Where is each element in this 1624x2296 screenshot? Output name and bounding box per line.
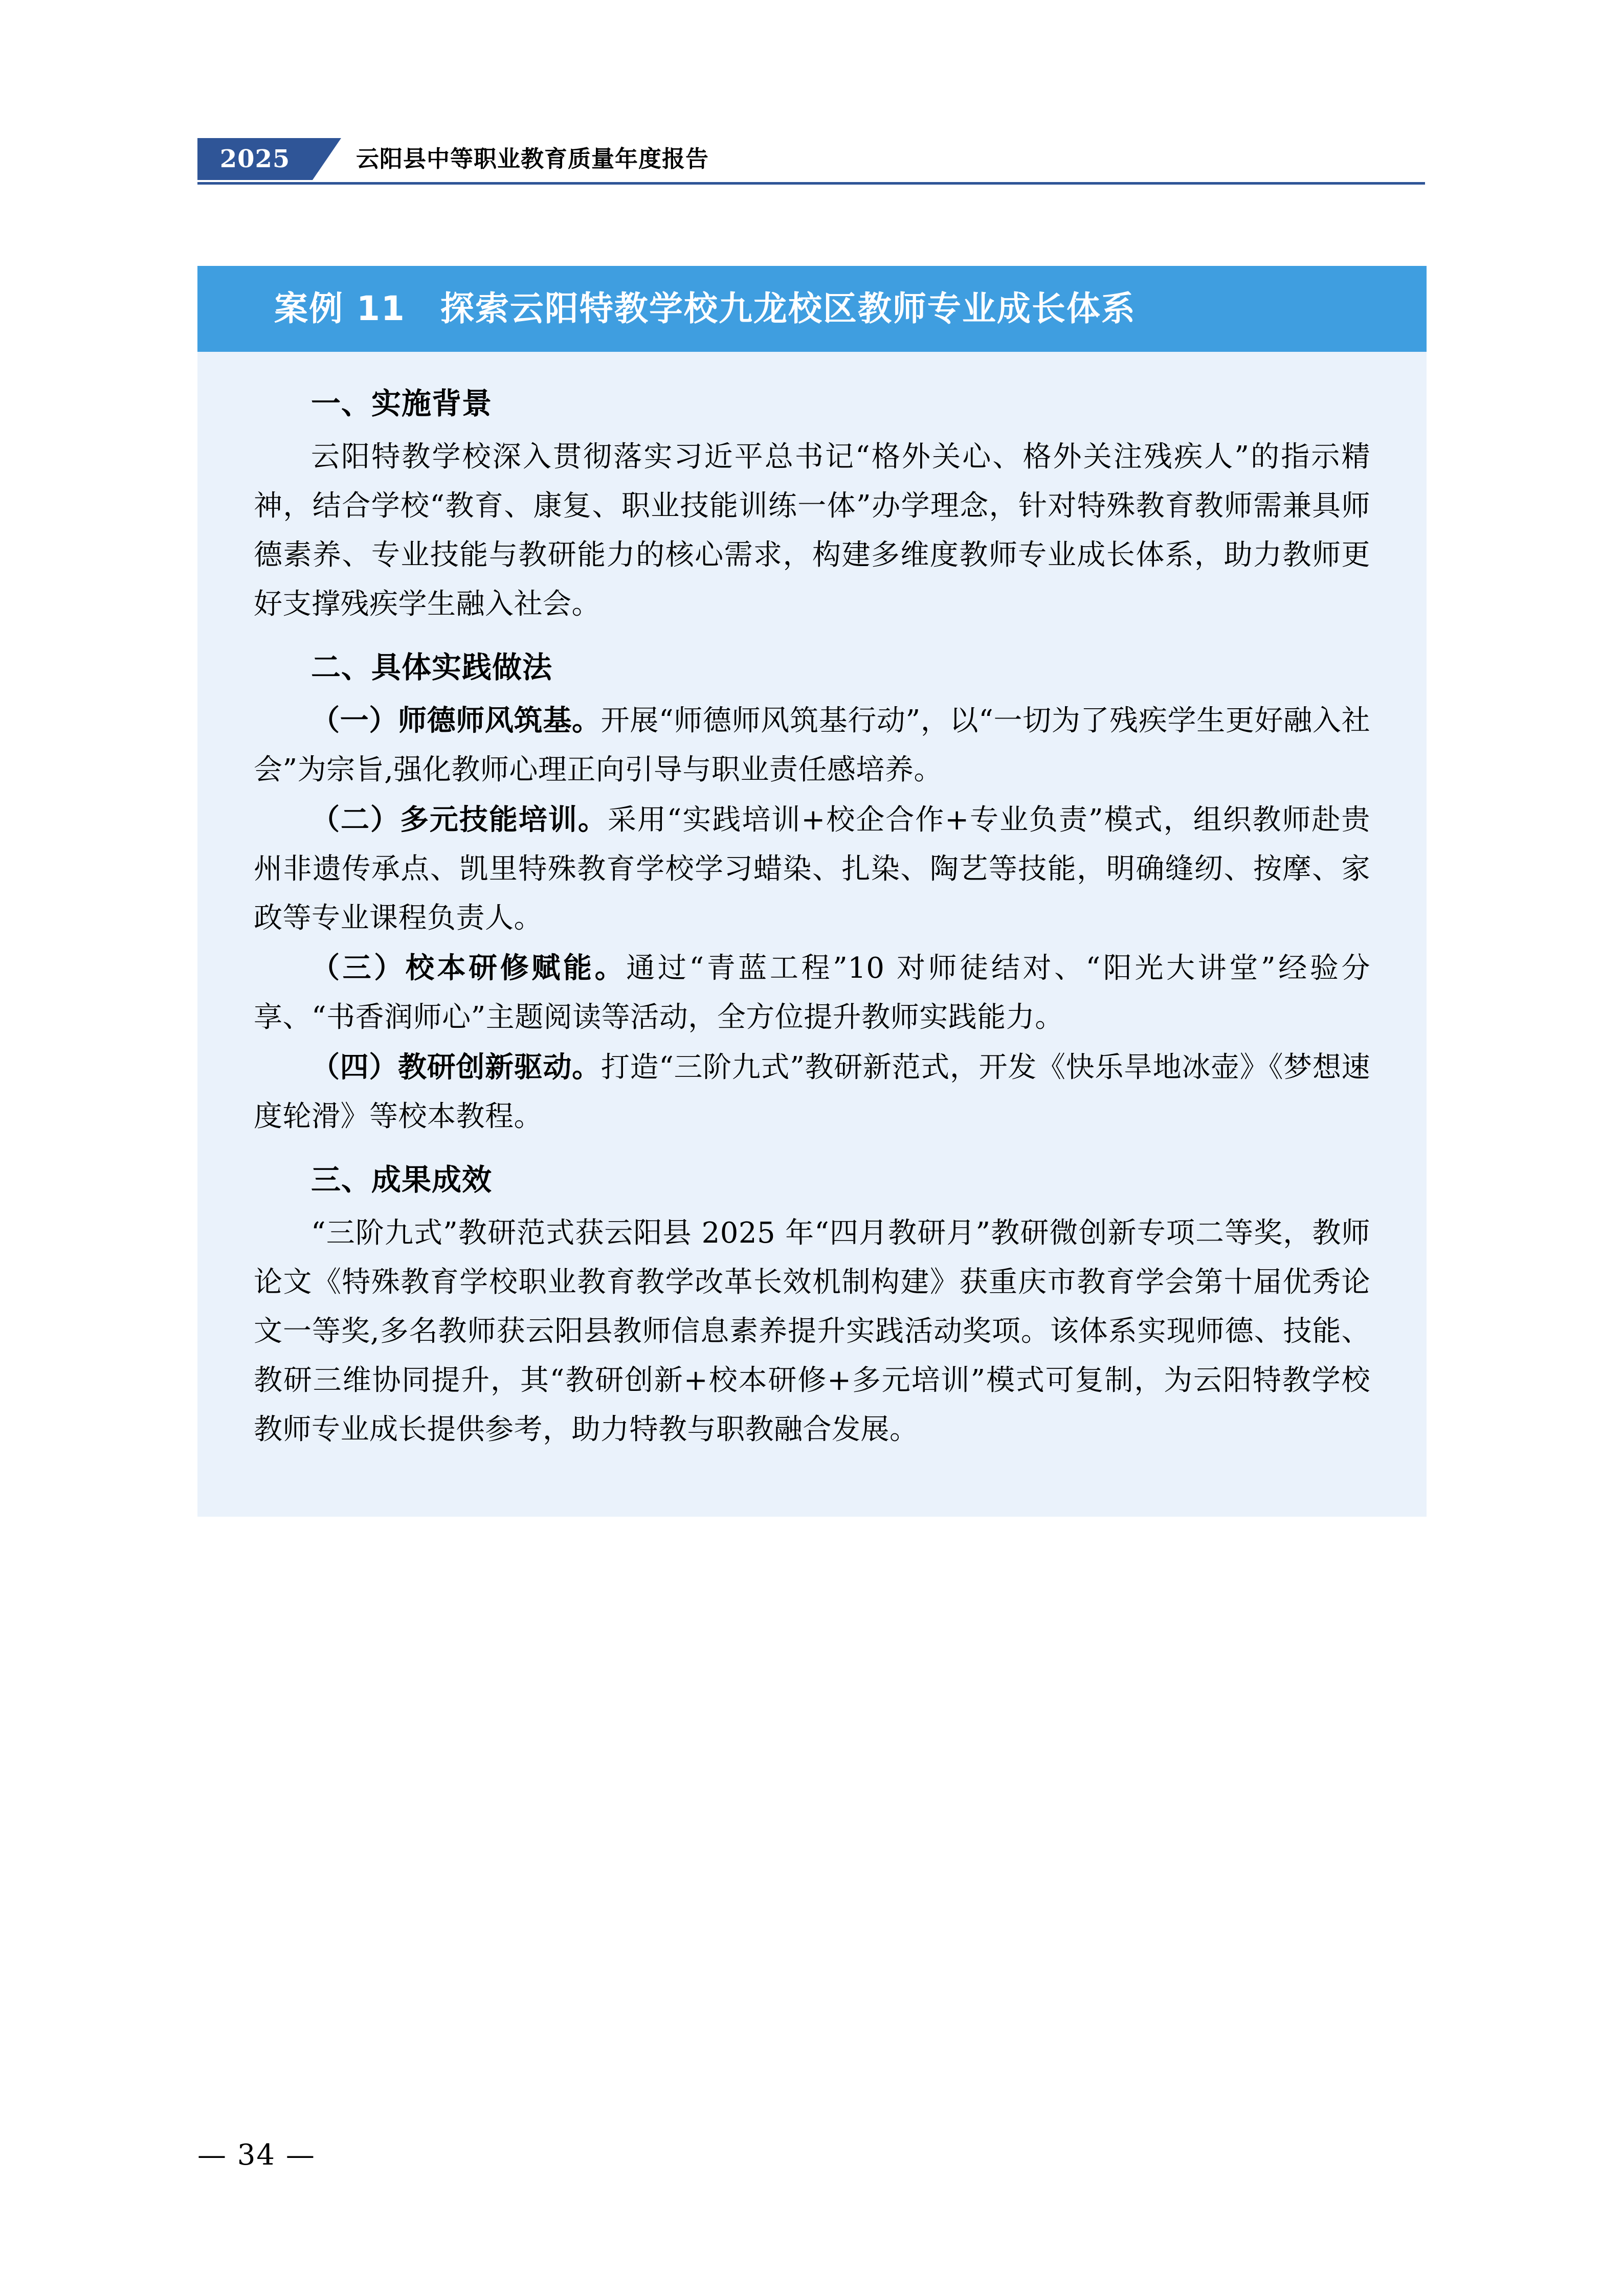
paragraph-text: 开展“师德师风筑基行动”，以“一切为了残疾学生更好融入社会”为宗旨,强化教师心理正向引导与职业责任感培养。 <box>254 704 1371 786</box>
paragraph <box>254 944 1370 1042</box>
running-header <box>197 138 1425 194</box>
paragraph <box>254 796 1370 943</box>
header-year: 2025 <box>197 138 313 180</box>
paragraph-text: 打造“三阶九式”教研新范式，开发《快乐旱地冰壶》《梦想速度轮滑》等校本教程。 <box>254 1051 1371 1133</box>
paragraph <box>254 696 1370 795</box>
section-heading-1: 一、实施背景 <box>311 386 493 421</box>
paragraph-lead: （二）多元技能培训。 <box>311 803 608 837</box>
header-title: 云阳县中等职业教育质量年度报告 <box>356 145 709 172</box>
header-arrow-decoration <box>313 138 341 180</box>
section-heading-3: 三、成果成效 <box>311 1162 493 1197</box>
paragraph-text: “三阶九式”教研范式获云阳县 2025 年“四月教研月”教研微创新专项二等奖，教师论文《特殊教育学校职业教育教学改革长效机制构建》获重庆市教育学会第十届优秀论文一等奖,多名教师获云阳县教师信息素养提升实践活动奖项。该体系实现师德、技能、教研三维协同提升，其“教研创新+校本研修+多元培训”模式可复制，为云阳特教学校教师专业成长提供参考，助力特教与职教融合发展。 <box>254 1217 1370 1446</box>
paragraph-text: 通过“青蓝工程”10 对师徒结对、“阳光大讲堂”经验分享、“书香润师心”主题阅读等活动，全方位提升教师实践能力。 <box>254 952 1371 1034</box>
paragraph-lead: （三）校本研修赋能。 <box>311 952 627 985</box>
header-divider <box>197 182 1425 185</box>
paragraph <box>254 1043 1370 1141</box>
paragraph-text: 采用“实践培训+校企合作+专业负责”模式，组织教师赴贵州非遗传承点、凯里特殊教育学校学习蜡染、扎染、陶艺等技能，明确缝纫、按摩、家政等专业课程负责人。 <box>254 803 1371 935</box>
paragraph-lead: （四）教研创新驱动。 <box>311 1051 601 1084</box>
paragraph <box>254 1209 1370 1454</box>
case-body <box>197 352 1427 1454</box>
section-heading-2: 二、具体实践做法 <box>311 650 553 685</box>
paragraph-lead: （一）师德师风筑基。 <box>311 704 601 737</box>
paragraph <box>254 433 1370 629</box>
paragraph-text: 云阳特教学校深入贯彻落实习近平总书记“格外关心、格外关注残疾人”的指示精神，结合学校“教育、康复、职业技能训练一体”办学理念，针对特殊教育教师需兼具师德素养、专业技能与教研能力的核心需求，构建多维度教师专业成长体系，助力教师更好支撑残疾学生融入社会。 <box>254 440 1370 621</box>
case-title-banner: 案例 11 探索云阳特教学校九龙校区教师专业成长体系 <box>197 266 1427 352</box>
case-content-box <box>197 266 1427 1517</box>
page-number: — 34 — <box>197 2139 316 2172</box>
